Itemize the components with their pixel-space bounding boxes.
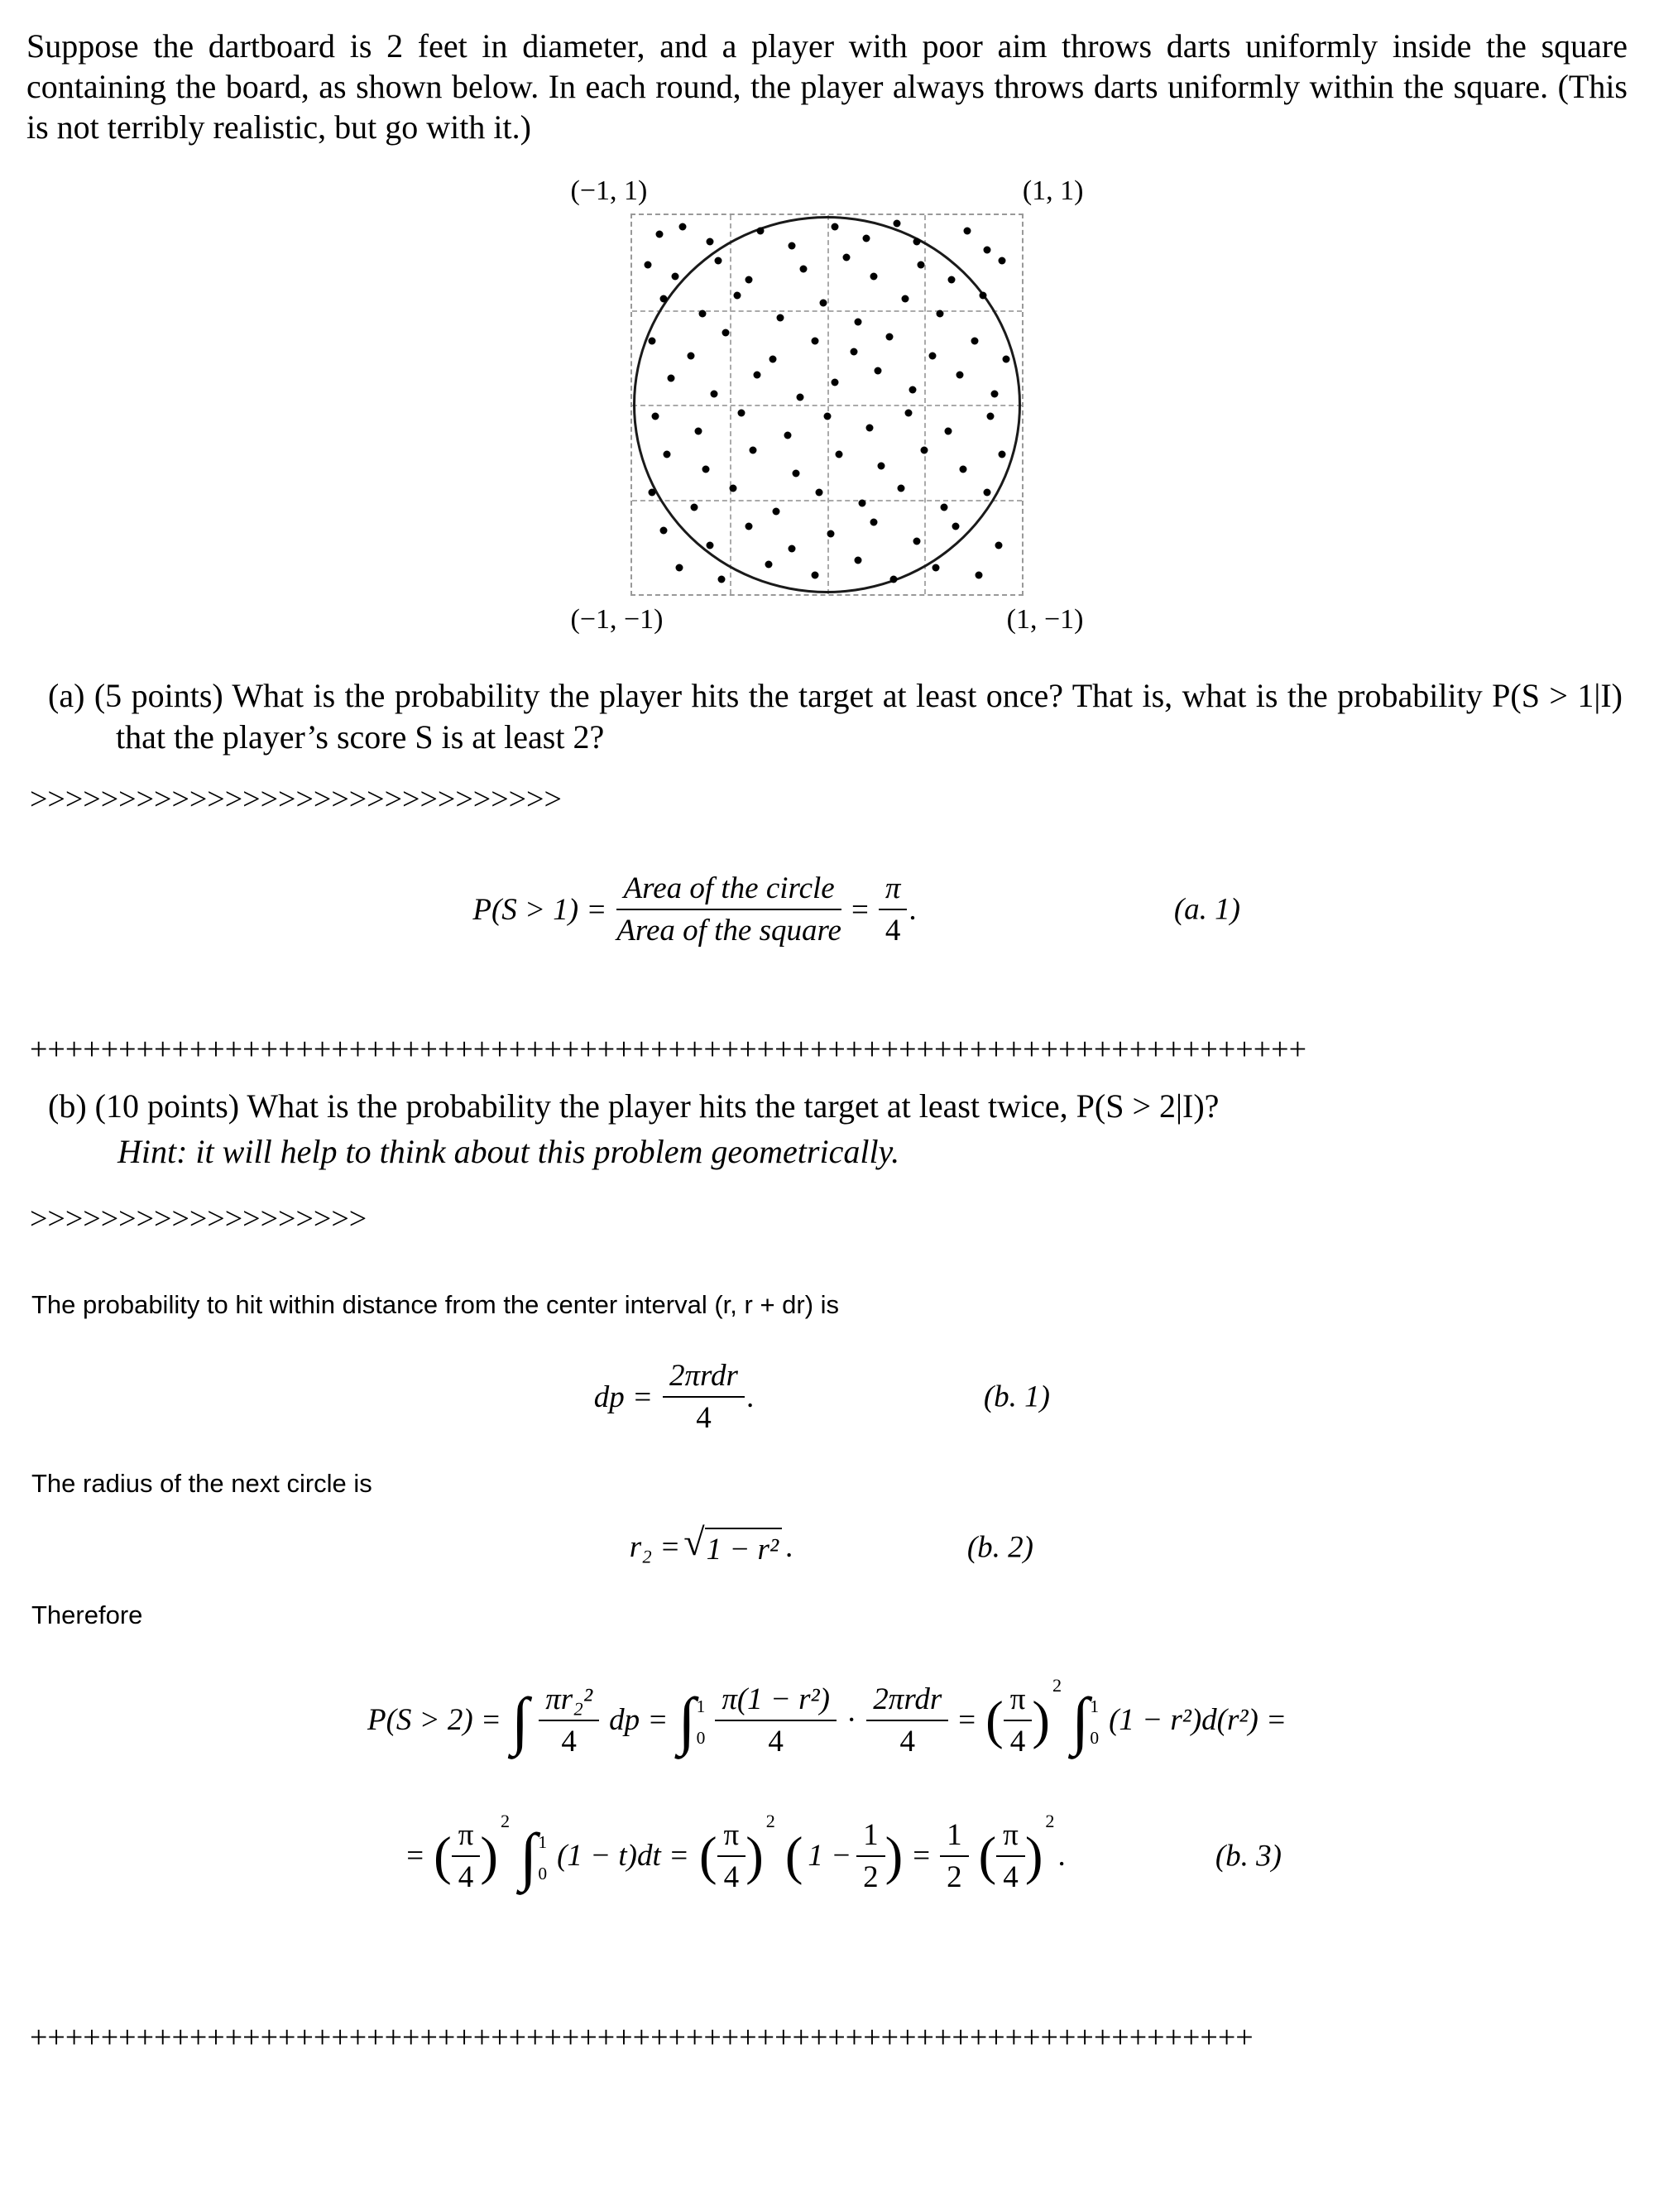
dart-dot (691, 504, 698, 511)
question-b-label: (b) (48, 1087, 87, 1125)
radical-sign: √ (683, 1521, 705, 1564)
dart-dot (737, 409, 745, 416)
dart-dot (750, 447, 757, 454)
period: . (1057, 1839, 1066, 1874)
dart-dot (652, 413, 659, 420)
dart-dot (1003, 356, 1010, 363)
dart-dot (952, 522, 959, 530)
eq-b3-tail1: (1 − r²)d(r²) = (1109, 1703, 1287, 1738)
dart-dot (792, 469, 799, 477)
dart-dot (835, 450, 842, 458)
dart-dot (789, 545, 796, 553)
dart-dot (800, 265, 808, 272)
equals-sign: = (958, 1703, 976, 1738)
dart-dot (644, 261, 651, 268)
eq-b1-lhs: dp = (593, 1380, 653, 1414)
equation-label-a1: (a. 1) (1173, 892, 1240, 927)
dart-dot (753, 371, 760, 378)
dart-dot (964, 227, 971, 234)
dart-dot (917, 261, 924, 268)
pi-over-4-squared: ( $\frac{\pi}{4}$ ) 2 (985, 1675, 1062, 1759)
eq-b3-lhs: P(S > 2) = (367, 1703, 501, 1738)
dart-dot (773, 507, 780, 515)
dart-dot (675, 564, 683, 572)
separator-gt-1: >>>>>>>>>>>>>>>>>>>>>>>>>>>>>> (30, 782, 562, 818)
dart-dot (995, 541, 1002, 549)
dart-dot (695, 428, 702, 435)
dart-dot (714, 257, 722, 265)
dartboard-square (630, 214, 1024, 596)
corner-label-bottom-left: (−1, −1) (570, 604, 664, 636)
equation-label-b3: (b. 3) (1215, 1839, 1282, 1874)
integral-0-to-1: ∫ 1 0 (678, 1684, 706, 1756)
dart-dot (905, 409, 913, 416)
dart-dot (671, 272, 678, 280)
dart-dot (659, 295, 667, 303)
period: . (745, 1380, 755, 1414)
pi-over-4-squared: ( $\frac{\pi}{4}$ ) 2 (434, 1811, 511, 1894)
dart-dot (999, 450, 1006, 458)
eq-b2-lhs: r₂ = (629, 1530, 681, 1565)
dart-dot (956, 371, 963, 378)
fraction-pi-over-4: $\frac{\pi}{4}$ (879, 871, 908, 948)
corner-label-top-left: (−1, 1) (570, 175, 648, 207)
dart-dot (659, 526, 667, 534)
equation-b3-line1 (25, 1675, 1629, 1759)
dp-equals: dp = (609, 1703, 669, 1738)
dart-dot (769, 356, 776, 363)
dart-dot (971, 337, 979, 344)
cdot: · (846, 1703, 857, 1738)
dart-dot (765, 560, 772, 568)
period: . (909, 892, 917, 927)
dart-dot (987, 413, 995, 420)
dart-dot (851, 348, 858, 356)
dart-dot (928, 352, 936, 359)
dart-dot (889, 576, 897, 583)
dart-dot (870, 519, 878, 526)
question-b (48, 1086, 1623, 1127)
square-root: √ 1 − r² (683, 1528, 782, 1567)
dart-dot (909, 386, 917, 394)
question-a-label: (a) (48, 677, 85, 715)
dart-dot (897, 485, 904, 492)
dart-dot (948, 276, 956, 284)
figure-top-labels (571, 175, 1084, 207)
dart-dot (843, 253, 851, 261)
dart-dot (702, 466, 710, 473)
dart-dot (784, 432, 792, 439)
dart-dot (734, 291, 741, 299)
dart-dot (940, 504, 947, 511)
dart-dot (812, 572, 819, 579)
question-b-hint: Hint: it will help to think about this problem geometrically. (117, 1133, 900, 1171)
dart-dot (885, 333, 893, 340)
dart-dot (913, 238, 920, 246)
dart-dot (698, 310, 706, 318)
dart-dot (921, 447, 928, 454)
dart-dot (858, 500, 865, 507)
dart-dot (960, 466, 967, 473)
dart-dot (745, 276, 753, 284)
dart-dot (819, 299, 827, 306)
dart-dot (983, 246, 990, 253)
equation-label-b1: (b. 1) (983, 1380, 1050, 1414)
dart-dot (668, 375, 675, 382)
fraction-areas: $\frac{\text{Area of the circle}}{\text{Area of the square}}$ (616, 871, 841, 948)
equation-b3-line2 (25, 1811, 1629, 1895)
dart-dot (901, 295, 909, 303)
dart-dot (816, 488, 823, 496)
dart-dot (866, 424, 874, 431)
dart-dot (983, 488, 990, 496)
equation-label-b2: (b. 2) (966, 1530, 1033, 1565)
solution-text-1: The probability to hit within distance from the center interval (r, r + dr) is (31, 1290, 840, 1320)
dartboard-dots (632, 215, 1022, 594)
dart-dot (831, 223, 838, 231)
integral-0-to-1: ∫ 1 0 (1072, 1684, 1100, 1756)
integral: ∫ (511, 1684, 530, 1756)
corner-label-bottom-right: (1, −1) (1006, 604, 1084, 636)
dart-dot (707, 238, 714, 246)
separator-plus-2: +++++++++++++++++++++++++++++++++++++++++++++++++++++++++++++++++++++ (30, 2019, 1254, 2055)
corner-label-top-right: (1, 1) (1022, 175, 1084, 207)
intro-paragraph: Suppose the dartboard is 2 feet in diameter, and a player with poor aim throws darts uniformly inside the square containing the board, as shown below. In each round, the player always throws darts uniformly within the square. (This is not terribly realistic, but go with it.) (26, 27, 1628, 146)
dart-dot (776, 314, 784, 322)
dart-dot (932, 564, 940, 572)
question-a (48, 675, 1623, 758)
eq-a1-lhs: P(S > 1) = (472, 892, 607, 927)
pi-over-4-squared: ( $\frac{\pi}{4}$ ) 2 (698, 1811, 775, 1894)
dart-dot (757, 227, 765, 234)
dart-dot (648, 488, 655, 496)
dart-dot (812, 337, 819, 344)
equation-a1 (25, 871, 1629, 948)
equals-sign: = (851, 892, 869, 927)
separator-plus-1: ++++++++++++++++++++++++++++++++++++++++++++++++++++++++++++++++++++++++ (30, 1032, 1307, 1068)
one-minus-half-group: ( 1 − $\frac{1}{2}$ ) (784, 1817, 904, 1894)
one-half-fraction: $\frac{1}{2}$ (940, 1817, 969, 1895)
dart-dot (979, 291, 986, 299)
dart-dot (976, 572, 983, 579)
separator-gt-2: >>>>>>>>>>>>>>>>>>> (30, 1202, 367, 1237)
dart-dot (655, 231, 663, 238)
period: . (785, 1530, 793, 1565)
dart-dot (855, 318, 862, 325)
dart-dot (937, 310, 944, 318)
fraction-pir2sq-over-4: $\frac{\text{πr₂²}}{4}$ (539, 1682, 599, 1759)
dart-dot (823, 413, 831, 420)
figure-bottom-labels (571, 604, 1084, 636)
dart-dot (710, 390, 717, 397)
pi-over-4-squared: ( $\frac{\pi}{4}$ ) 2 (978, 1811, 1055, 1894)
dart-dot (874, 367, 881, 375)
equation-b2 (25, 1521, 1629, 1567)
dart-dot (648, 337, 655, 344)
dart-dot (722, 329, 730, 337)
dart-dot (730, 485, 737, 492)
dart-dot (827, 530, 835, 538)
question-b-text: (10 points) What is the probability the player hits the target at least twice, P(S > 2|I)? (94, 1087, 1220, 1125)
fraction-pi-1-minus-r2-over-4: $\frac{\text{π(1 − r²)}}{4}$ (715, 1682, 837, 1759)
dart-dot (862, 234, 870, 242)
dart-dot (999, 257, 1006, 265)
dart-dot (679, 223, 687, 231)
dart-dot (870, 272, 878, 280)
dart-dot (745, 522, 753, 530)
dart-dot (878, 462, 885, 469)
dart-dot (913, 538, 920, 545)
dartboard-figure (538, 175, 1117, 636)
equals-sign: = (406, 1839, 424, 1874)
question-a-text: (5 points) What is the probability the player hits the target at least once? That is, what is the probability P(S > 1|I) that the player’s score S is at least 2? (93, 677, 1623, 756)
dart-dot (831, 378, 838, 386)
dart-dot (687, 352, 694, 359)
dart-dot (991, 390, 999, 397)
dart-dot (789, 242, 796, 250)
solution-text-3: Therefore (31, 1600, 143, 1629)
dart-dot (796, 394, 803, 401)
fraction-2pirdr-over-4: $\frac{\text{2πrdr}}{4}$ (866, 1682, 948, 1759)
dart-dot (855, 557, 862, 564)
dart-dot (718, 576, 726, 583)
solution-text-2: The radius of the next circle is (31, 1469, 372, 1499)
integral-0-to-1: ∫ 1 0 (520, 1820, 548, 1892)
fraction-2pirdr-over-4: $\frac{\text{2πrdr}}{4}$ (663, 1358, 745, 1436)
dart-dot (894, 219, 901, 227)
equals-sign: = (913, 1839, 931, 1874)
dart-dot (707, 541, 714, 549)
dart-dot (944, 428, 952, 435)
equation-b1 (25, 1358, 1629, 1436)
eq-b3-tail2: (1 − t)dt = (557, 1839, 689, 1874)
dart-dot (664, 450, 671, 458)
